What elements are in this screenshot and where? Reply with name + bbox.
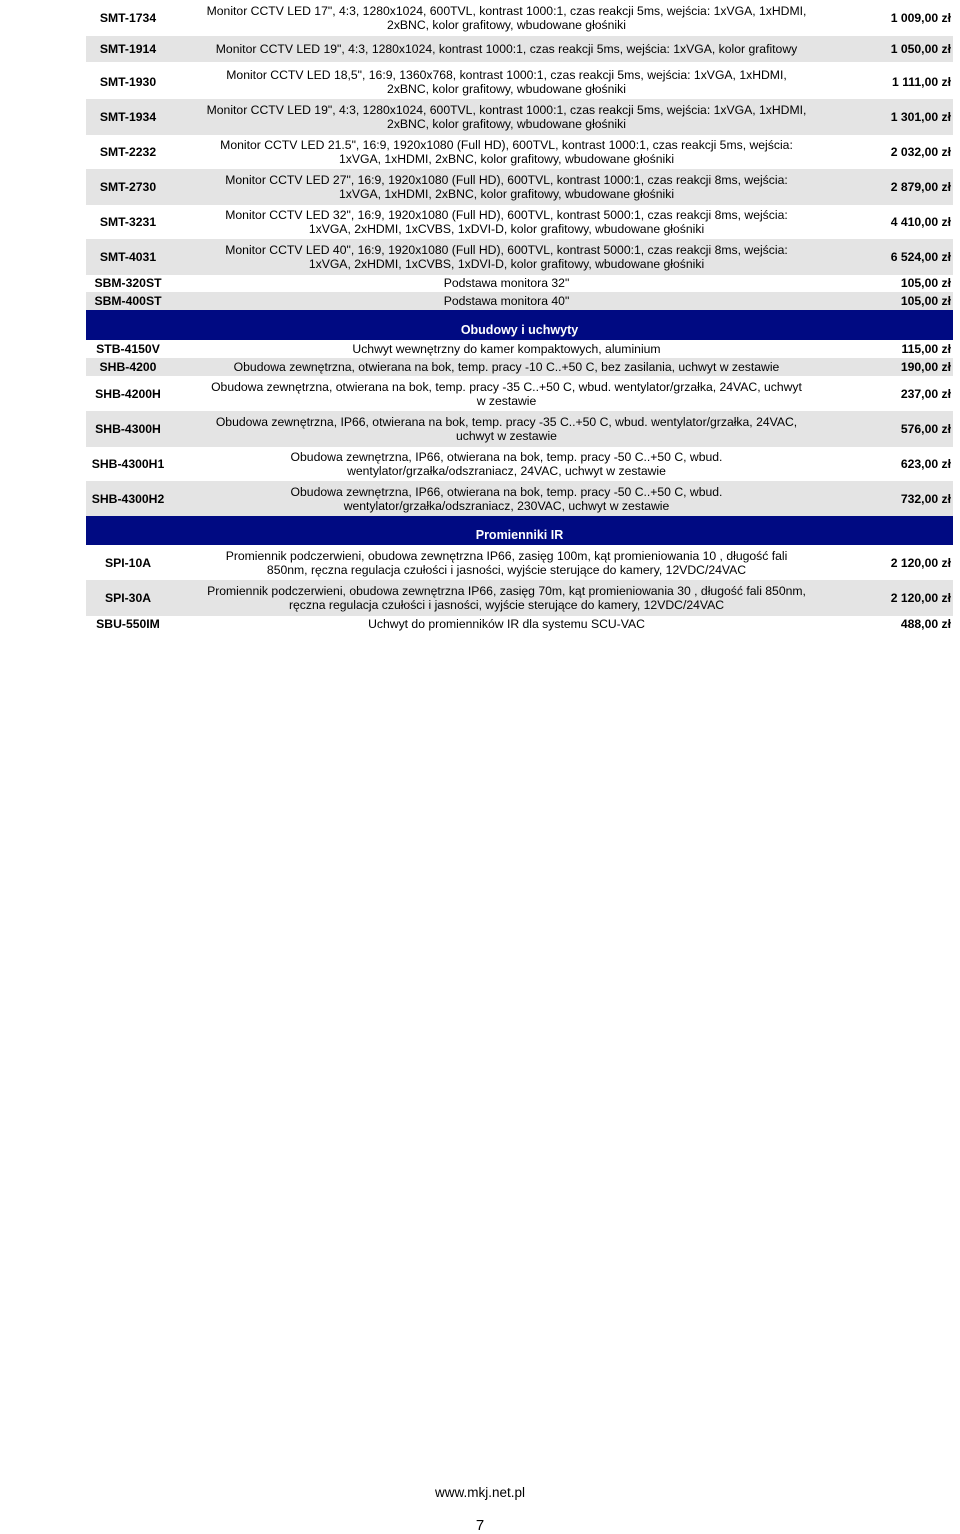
product-code: SMT-2232 xyxy=(99,145,157,159)
table-row xyxy=(86,64,953,100)
table-row xyxy=(86,292,953,310)
product-description: Monitor CCTV LED 27", 16:9, 1920x1080 (Full HD), 600TVL, kontrast 1000:1, czas reakcji 8ms, wejścia: 1xVGA, 1xHDMI, 2xBNC, kolor grafitowy, wbudowane głośniki xyxy=(225,172,788,201)
product-code: SPI-30A xyxy=(104,591,152,605)
product-price: 4 410,00 zł xyxy=(890,215,951,229)
product-description: Uchwyt do promienników IR dla systemu SCU-VAC xyxy=(368,616,645,631)
table-row xyxy=(86,580,953,616)
table-row xyxy=(86,446,953,482)
footer-url[interactable]: www.mkj.net.pl xyxy=(434,1485,526,1500)
product-code: SMT-3231 xyxy=(99,215,157,229)
product-description: Monitor CCTV LED 19", 4:3, 1280x1024, 600TVL, kontrast 1000:1, czas reakcji 5ms, wejścia: 1xVGA, 1xHDMI, 2xBNC, kolor grafitowy, wbudowane głośniki xyxy=(206,102,807,131)
product-code: SMT-1914 xyxy=(99,42,157,56)
table-row xyxy=(86,340,953,358)
product-description: Podstawa monitora 40" xyxy=(443,293,570,308)
product-price: 732,00 zł xyxy=(900,492,951,506)
table-row xyxy=(86,545,953,581)
table-row xyxy=(86,169,953,205)
product-code: SMT-4031 xyxy=(99,250,157,264)
product-description: Obudowa zewnętrzna, IP66, otwierana na bok, temp. pracy -50 C..+50 C, wbud. wentylator/grzałka/odszraniacz, 230VAC, uchwyt w zestawie xyxy=(290,484,723,513)
table-row xyxy=(86,615,953,633)
table-row xyxy=(86,134,953,170)
product-price: 1 301,00 zł xyxy=(890,110,951,124)
product-price: 2 032,00 zł xyxy=(890,145,951,159)
product-price: 576,00 zł xyxy=(900,422,951,436)
product-price: 190,00 zł xyxy=(900,360,951,374)
table-row xyxy=(86,36,953,62)
product-description: Obudowa zewnętrzna, otwierana na bok, temp. pracy -10 C..+50 C, bez zasilania, uchwyt w zestawie xyxy=(233,359,780,374)
product-price: 2 879,00 zł xyxy=(890,180,951,194)
table-row xyxy=(86,0,953,36)
product-code: SMT-1734 xyxy=(99,11,157,25)
product-description: Podstawa monitora 32" xyxy=(443,275,570,290)
product-price: 623,00 zł xyxy=(900,457,951,471)
product-price: 115,00 zł xyxy=(901,342,951,356)
product-description: Monitor CCTV LED 40", 16:9, 1920x1080 (Full HD), 600TVL, kontrast 5000:1, czas reakcji 8ms, wejścia: 1xVGA, 2xHDMI, 1xCVBS, 1xDVI-D, kolor grafitowy, wbudowane głośniki xyxy=(225,242,788,271)
product-description: Obudowa zewnętrzna, otwierana na bok, temp. pracy -35 C..+50 C, wbud. wentylator/grzałka, 24VAC, uchwyt w zestawie xyxy=(211,379,802,408)
table-row xyxy=(86,239,953,275)
section-header: Promienniki IR xyxy=(86,516,953,545)
page-number: 7 xyxy=(475,1517,485,1534)
table-row xyxy=(86,481,953,517)
product-code: SHB-4300H xyxy=(95,422,161,436)
product-code: STB-4150V xyxy=(96,342,160,356)
product-price: 488,00 zł xyxy=(900,617,951,631)
product-price: 1 111,00 zł xyxy=(892,75,951,89)
product-description: Promiennik podczerwieni, obudowa zewnętrzna IP66, zasięg 70m, kąt promieniowania 30 , długość fali 850nm, ręczna regulacja czułości i jasności, wyjście sterujące do kamery, 12VDC/24VAC xyxy=(207,583,806,612)
table-row xyxy=(86,411,953,447)
product-description: Obudowa zewnętrzna, IP66, otwierana na bok, temp. pracy -35 C..+50 C, wbud. wentylator/grzałka, 24VAC, uchwyt w zestawie xyxy=(215,414,798,443)
product-description: Monitor CCTV LED 32", 16:9, 1920x1080 (Full HD), 600TVL, kontrast 5000:1, czas reakcji 8ms, wejścia: 1xVGA, 2xHDMI, 1xCVBS, 1xDVI-D, kolor grafitowy, wbudowane głośniki xyxy=(225,207,788,236)
product-price: 1 009,00 zł xyxy=(890,11,951,25)
table-row xyxy=(86,274,953,292)
table-row xyxy=(86,376,953,412)
product-price: 2 120,00 zł xyxy=(890,556,951,570)
table-row xyxy=(86,204,953,240)
product-description: Uchwyt wewnętrzny do kamer kompaktowych, aluminium xyxy=(352,341,661,356)
product-code: SBM-320ST xyxy=(94,276,162,290)
product-code: SHB-4300H2 xyxy=(91,492,165,506)
product-code: SBM-400ST xyxy=(94,294,162,308)
product-code: SMT-2730 xyxy=(99,180,157,194)
table-row xyxy=(86,358,953,376)
product-description: Monitor CCTV LED 21.5", 16:9, 1920x1080 (Full HD), 600TVL, kontrast 1000:1, czas reakcji 5ms, wejścia: 1xVGA, 1xHDMI, 2xBNC, kolor grafitowy, wbudowane głośniki xyxy=(220,137,793,166)
product-price: 1 050,00 zł xyxy=(890,42,951,56)
product-description: Monitor CCTV LED 18,5", 16:9, 1360x768, kontrast 1000:1, czas reakcji 5ms, wejścia: 1xVGA, 1xHDMI, 2xBNC, kolor grafitowy, wbudowane głośniki xyxy=(226,67,787,96)
product-description: Promiennik podczerwieni, obudowa zewnętrzna IP66, zasięg 100m, kąt promieniowania 10 , długość fali 850nm, ręczna regulacja czułości i jasności, wyjście sterujące do kamery, 12VDC/24VAC xyxy=(225,548,788,577)
product-description: Obudowa zewnętrzna, IP66, otwierana na bok, temp. pracy -50 C..+50 C, wbud. wentylator/grzałka/odszraniacz, 24VAC, uchwyt w zestawie xyxy=(290,449,723,478)
section-header: Obudowy i uchwyty xyxy=(86,310,953,340)
product-description: Monitor CCTV LED 17", 4:3, 1280x1024, 600TVL, kontrast 1000:1, czas reakcji 5ms, wejścia: 1xVGA, 1xHDMI, 2xBNC, kolor grafitowy, wbudowane głośniki xyxy=(206,3,807,32)
product-code: SHB-4200H xyxy=(95,387,161,401)
product-price: 105,00 zł xyxy=(900,294,951,308)
product-description: Monitor CCTV LED 19", 4:3, 1280x1024, kontrast 1000:1, czas reakcji 5ms, wejścia: 1xVGA, kolor grafitowy xyxy=(215,41,798,56)
product-price: 6 524,00 zł xyxy=(890,250,951,264)
product-code: SBU-550IM xyxy=(96,617,160,631)
product-price: 105,00 zł xyxy=(900,276,951,290)
product-price: 2 120,00 zł xyxy=(890,591,951,605)
product-code: SHB-4200 xyxy=(99,360,157,374)
product-price: 237,00 zł xyxy=(900,387,951,401)
table-row xyxy=(86,99,953,135)
product-code: SMT-1930 xyxy=(99,75,157,89)
product-code: SPI-10A xyxy=(104,556,152,570)
product-code: SHB-4300H1 xyxy=(91,457,165,471)
product-code: SMT-1934 xyxy=(99,110,157,124)
